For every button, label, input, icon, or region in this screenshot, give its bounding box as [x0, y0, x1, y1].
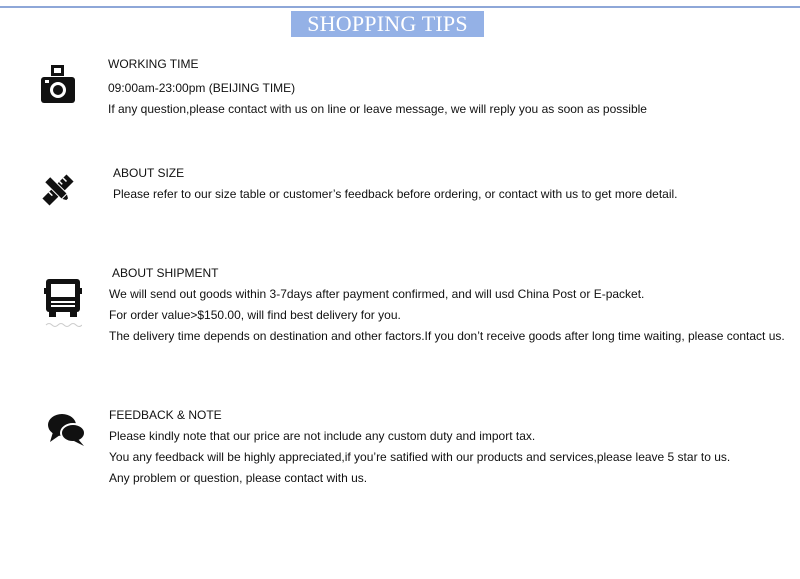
delivery-time-note-text: The delivery time depends on destination and other factors.If you don’t receive goods after long time waiting, please contact us.	[109, 329, 785, 343]
page-title-banner: SHOPPING TIPS	[291, 11, 484, 37]
custom-duty-note-text: Please kindly note that our price are not include any custom duty and import tax.	[109, 429, 536, 443]
section-heading-about-size: ABOUT SIZE	[113, 166, 185, 180]
order-value-delivery-text: For order value>$150.00, will find best delivery for you.	[109, 308, 401, 322]
chat-bubbles-icon	[47, 412, 87, 448]
camera-icon	[40, 64, 76, 104]
pencil-ruler-icon	[40, 172, 76, 208]
truck-icon	[44, 278, 82, 328]
feedback-request-text: You any feedback will be highly appreciated,if you’re satified with our products and services,please leave 5 star to us.	[109, 450, 731, 464]
section-heading-working-time: WORKING TIME	[108, 57, 199, 71]
section-heading-feedback-note: FEEDBACK & NOTE	[109, 408, 222, 422]
top-divider	[0, 6, 800, 8]
working-hours-text: 09:00am-23:00pm (BEIJING TIME)	[108, 81, 296, 95]
size-guidance-text: Please refer to our size table or customer’s feedback before ordering, or contact with us to get more detail.	[113, 187, 678, 201]
section-heading-about-shipment: ABOUT SHIPMENT	[112, 266, 219, 280]
shipping-timeframe-text: We will send out goods within 3-7days after payment confirmed, and will usd China Post or E-packet.	[109, 287, 645, 301]
contact-note-text: If any question,please contact with us on line or leave message, we will reply you as soon as possible	[108, 102, 647, 116]
contact-us-text: Any problem or question, please contact with us.	[109, 471, 368, 485]
